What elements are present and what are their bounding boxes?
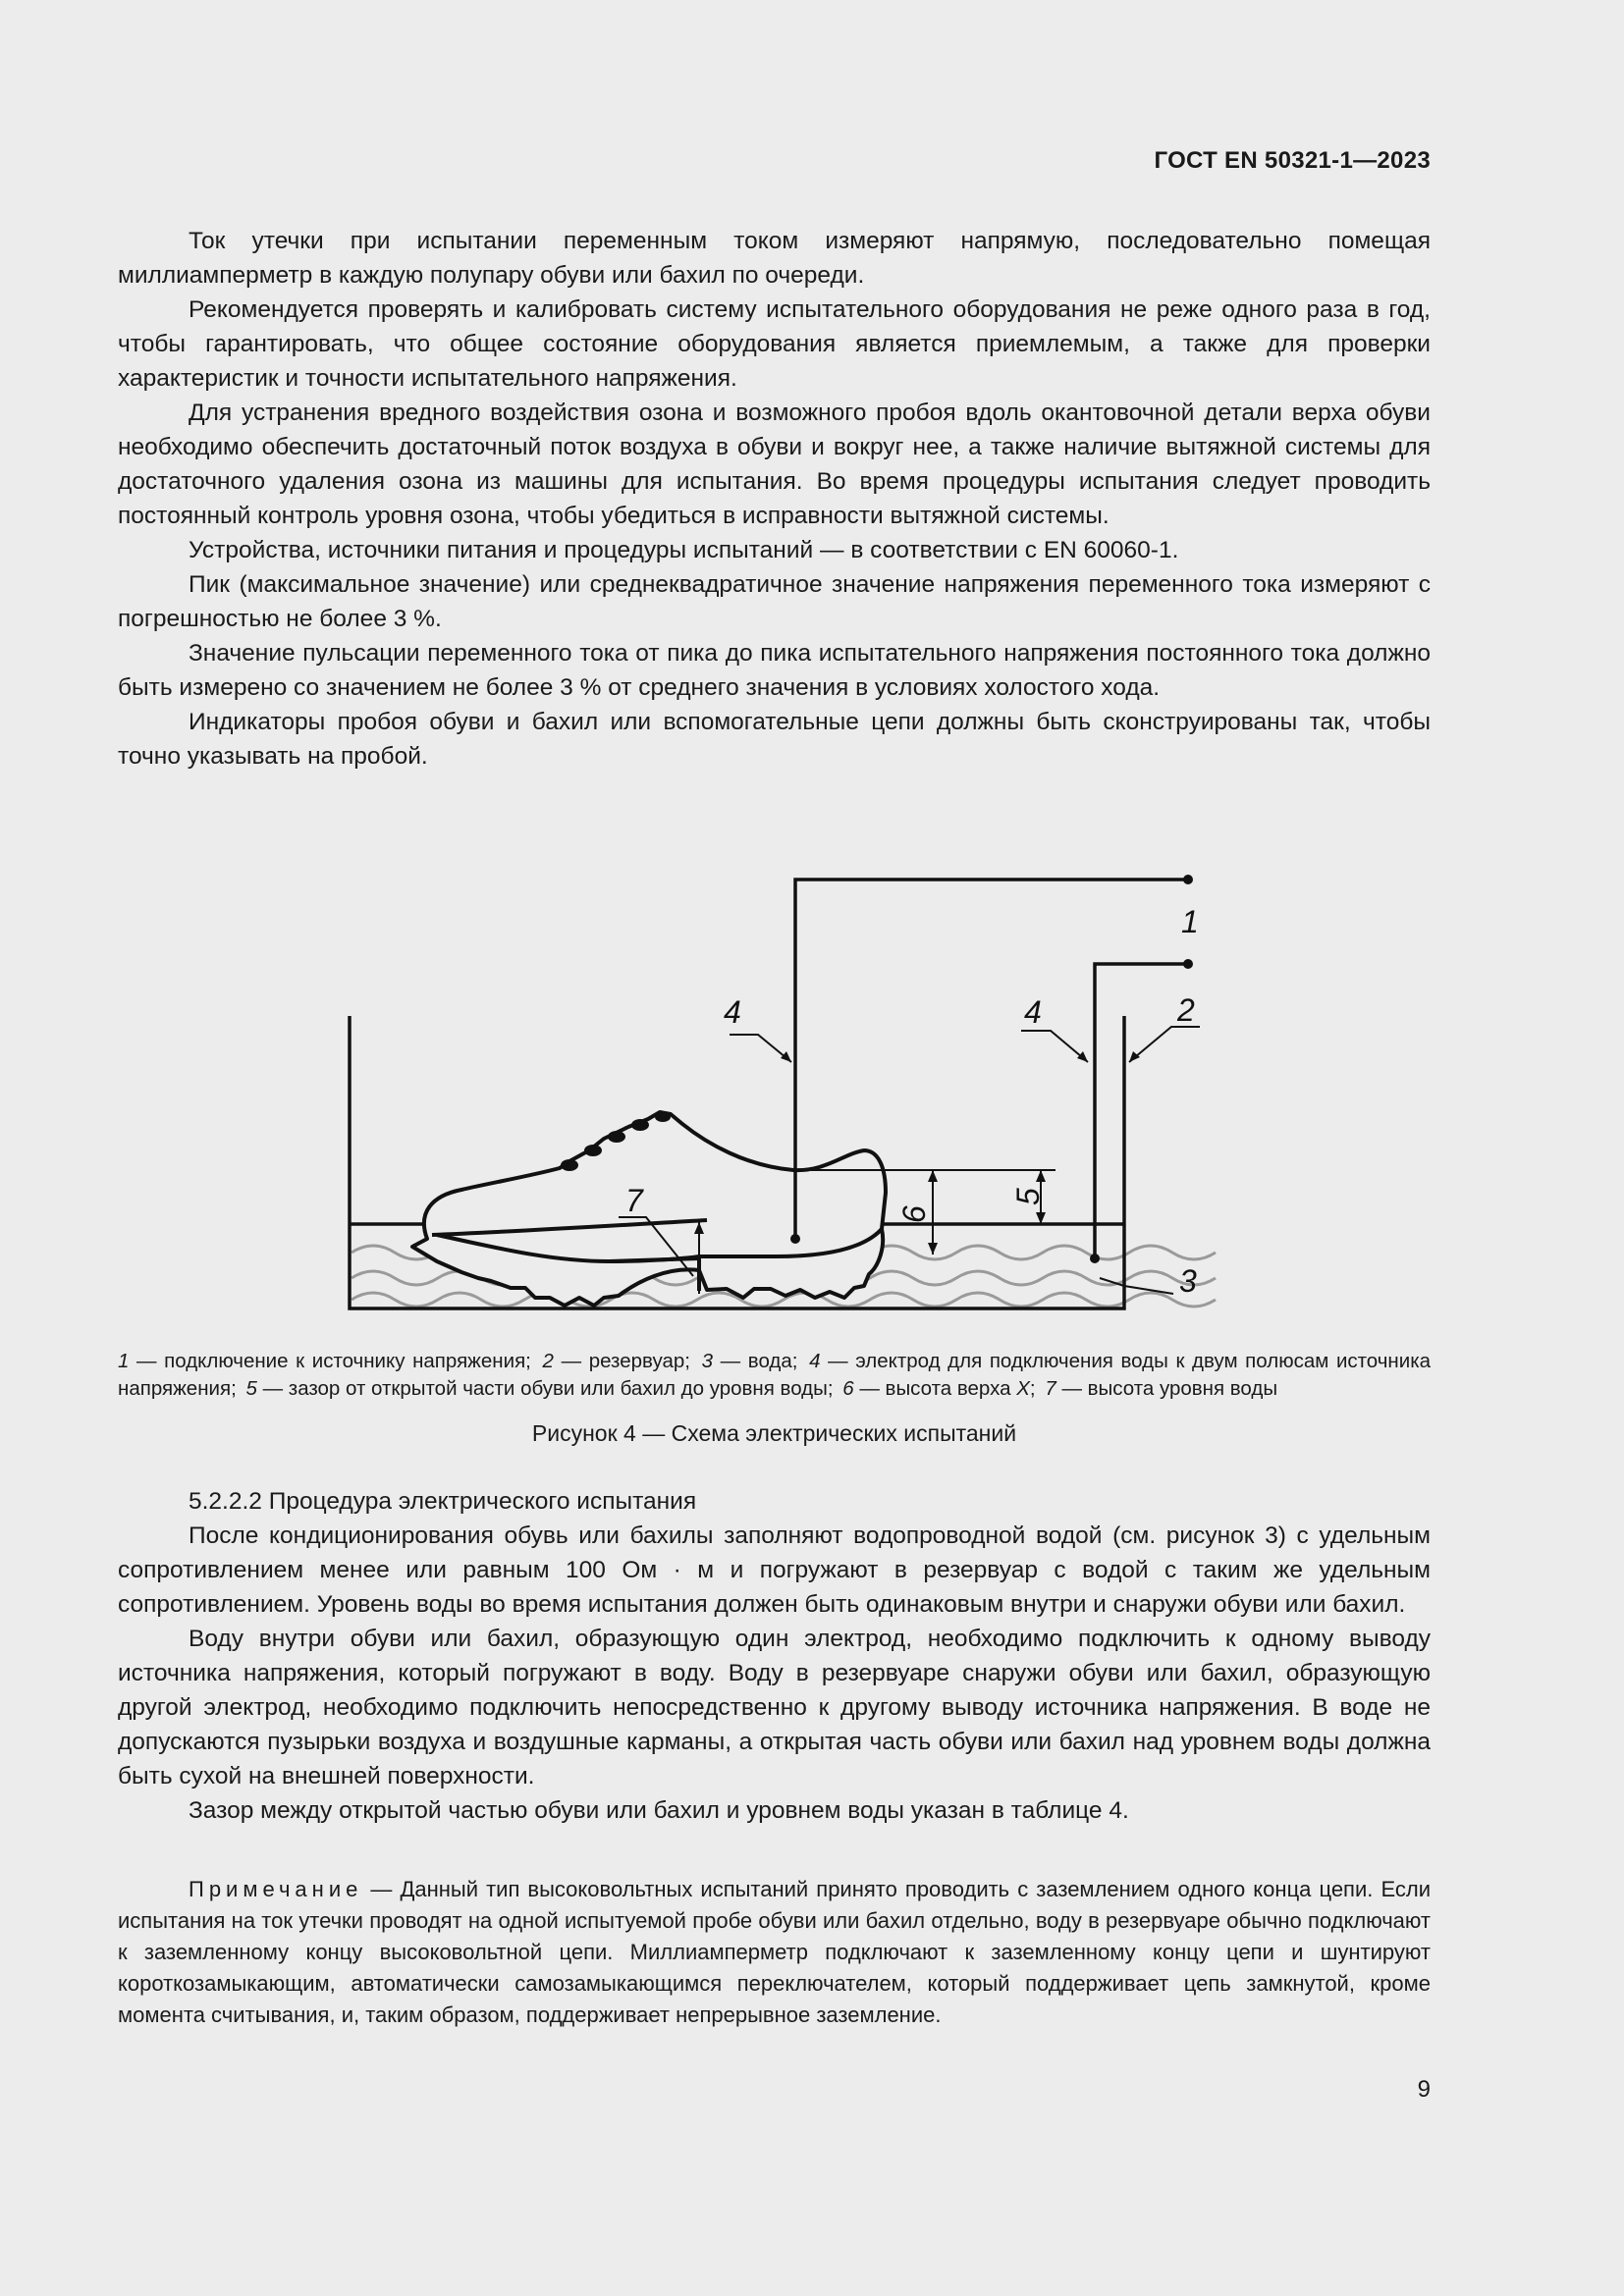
legend-x-symbol: X — [1016, 1377, 1030, 1400]
label-7: 7 — [625, 1183, 643, 1218]
body-text — [118, 224, 1431, 774]
legend-text: — высота уровня воды — [1061, 1377, 1278, 1400]
paragraph: Рекомендуется проверять и калибровать систему испытательного оборудования не реже одного раза в год, чтобы гарантировать, что общее состояние оборудования является приемлемым, а также для проверки характеристик и точности испытательного напряжения. — [118, 296, 1431, 392]
label-5: 5 — [1010, 1188, 1046, 1205]
legend-text: — резервуар; — [561, 1350, 690, 1372]
page-number: 9 — [1417, 2076, 1431, 2103]
paragraph: Для устранения вредного воздействия озона и возможного пробоя вдоль окантовочной детали верха обуви необходимо обеспечить достаточный поток воздуха в обуви и вокруг нее, а также наличие вытяжной системы для достаточного удаления озона из машины для испытания. Во время процедуры испытания следует проводить постоянный контроль уровня озона, чтобы убедиться в исправности вытяжной системы. — [118, 400, 1431, 529]
label-3: 3 — [1179, 1263, 1197, 1299]
shoe — [412, 1112, 886, 1306]
paragraph: Индикаторы пробоя обуви и бахил или вспомогательные цепи должны быть сконструированы так, чтобы точно указывать на пробой. — [118, 709, 1431, 770]
legend-text: — вода; — [720, 1350, 798, 1372]
legend-text: — подключение к источнику напряжения; — [136, 1350, 531, 1372]
paragraph: Значение пульсации переменного тока от пика до пика испытательного напряжения постоянного тока должно быть измерено со значением не более 3 % от среднего значения в условиях холостого хода. — [118, 640, 1431, 701]
paragraph: Воду внутри обуви или бахил, образующую один электрод, необходимо подключить к одному выводу источника напряжения, который погружают в воду. Воду в резервуаре снаружи обуви или бахил, образующую другой электрод, необходимо подключить непосредственно к другому выводу источника напряжения. В воде не допускаются пузырьки воздуха и воздушные карманы, а открытая часть обуви или бахил над уровнем воды должна быть сухой на внешней поверхности. — [118, 1626, 1431, 1789]
legend-num: 4 — [809, 1350, 821, 1372]
legend-text: — высота верха — [859, 1377, 1011, 1400]
paragraph: Устройства, источники питания и процедуры испытаний — в соответствии с EN 60060-1. — [189, 537, 1179, 563]
label-6: 6 — [896, 1205, 932, 1223]
legend-text: — зазор от открытой части обуви или бахил до уровня воды; — [262, 1377, 834, 1400]
legend-num: 3 — [701, 1350, 714, 1372]
paragraph: Пик (максимальное значение) или среднеквадратичное значение напряжения переменного тока измеряют с погрешностью не более 3 %. — [118, 571, 1431, 632]
section-heading: 5.2.2.2 Процедура электрического испытания — [189, 1488, 697, 1515]
paragraph: Зазор между открытой частью обуви или бахил и уровнем воды указан в таблице 4. — [189, 1797, 1129, 1824]
label-4a: 4 — [724, 994, 741, 1030]
figure-legend — [118, 1348, 1431, 1403]
standard-header: ГОСТ EN 50321-1—2023 — [1154, 147, 1431, 174]
label-4b: 4 — [1024, 994, 1042, 1030]
note-text: — Данный тип высоковольтных испытаний принято проводить с заземлением одного конца цепи. Если испытания на ток утечки проводят на одной испытуемой пробе обуви или бахил отдельно, воду в резервуаре обычно подключают к заземленному концу высоковольтной цепи. Миллиамперметр подключают к заземленному концу цепи и шунтируют короткозамыкающим, автоматически самозамыкающимся переключателем, который поддерживает цепь замкнутой, кроме момента считывания, и, таким образом, поддерживает непрерывное заземление. — [118, 1877, 1431, 2027]
label-1: 1 — [1181, 904, 1199, 939]
paragraph: Ток утечки при испытании переменным током измеряют напрямую, последовательно помещая миллиамперметр в каждую полупару обуви или бахил по очереди. — [118, 228, 1431, 289]
test-scheme-diagram — [295, 854, 1257, 1325]
legend-num: 7 — [1045, 1377, 1056, 1400]
paragraph: После кондиционирования обувь или бахилы заполняют водопроводной водой (см. рисунок 3) с удельным сопротивлением менее или равным 100 Ом · м и погружают в резервуар с водой с таким же удельным сопротивлением. Уровень воды во время испытания должен быть одинаковым внутри и снаружи обуви или бахил. — [118, 1522, 1431, 1618]
legend-text: — электрод для подключения воды к двум полюсам источника напряжения; — [118, 1350, 1432, 1400]
label-2: 2 — [1177, 992, 1195, 1028]
note — [118, 1874, 1431, 2031]
legend-num: 1 — [118, 1350, 130, 1372]
legend-num: 5 — [245, 1377, 257, 1400]
section-text — [118, 1484, 1431, 1828]
legend-num: 2 — [542, 1350, 554, 1372]
figure-caption: Рисунок 4 — Схема электрических испытаний — [531, 1420, 1017, 1446]
note-label: Примечание — [189, 1877, 363, 1901]
legend-num: 6 — [842, 1377, 854, 1400]
legend-x-suffix: ; — [1029, 1377, 1036, 1400]
